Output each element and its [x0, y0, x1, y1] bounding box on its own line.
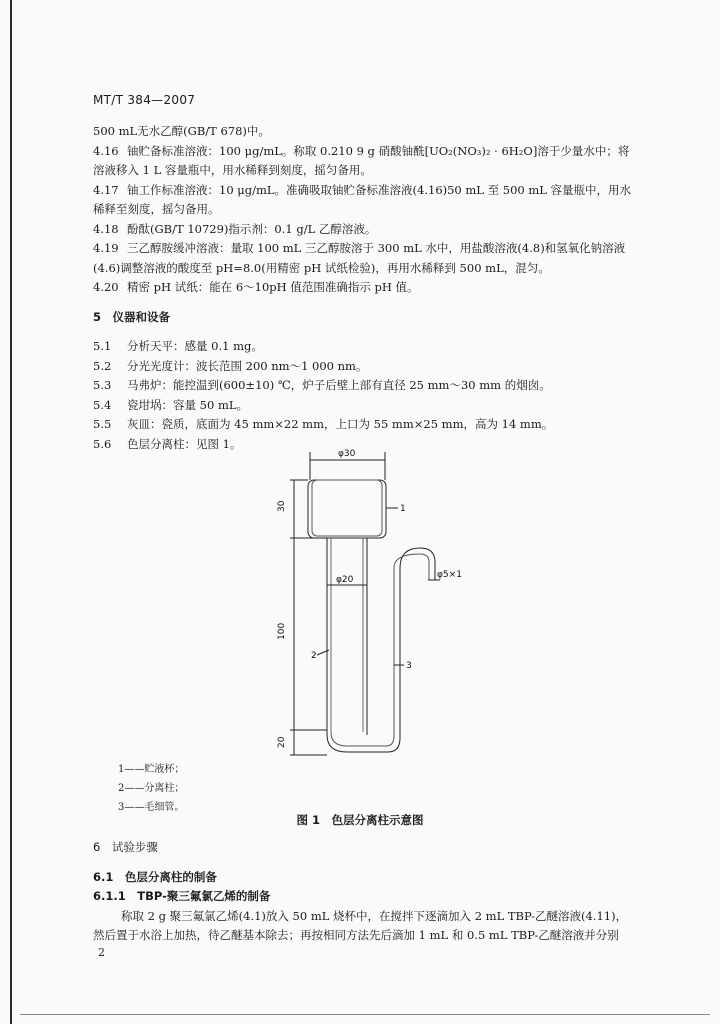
item-5-5: 5.5 灰皿：瓷质，底面为 45 mm×22 mm，上口为 55 mm×25 mm，高为 14 mm。	[93, 417, 554, 431]
item-4-20: 4.20 精密 pH 试纸：能在 6～10pH 值范围准确指示 pH 值。	[93, 278, 663, 298]
dim-capillary: φ5×1	[437, 570, 462, 580]
section-6-title: 6 试验步骤	[93, 840, 158, 854]
item-5-2: 5.2 分光光度计：波长范围 200 nm～1 000 nm。	[93, 358, 368, 373]
item-number: 4.19	[93, 241, 119, 255]
item-number: 4.17	[93, 182, 119, 197]
legend-item: 3——毛细管。	[118, 802, 185, 813]
continued-line: 500 mL无水乙醇(GB/T 678)中。	[93, 124, 270, 138]
dim-column-width: φ20	[336, 575, 354, 585]
item-number: 4.20	[93, 280, 119, 294]
reservoir-cup-outline	[308, 480, 386, 538]
figure-caption: 图 1 色层分离柱示意图	[296, 813, 424, 827]
column-diagram	[270, 440, 470, 770]
section-6-1-1-title: 6.1.1 TBP-聚三氟氯乙烯的制备	[93, 889, 271, 903]
paragraph-line: 称取 2 g 聚三氟氯乙烯(4.1)放入 50 mL 烧杯中，在搅拌下逐滴加入 2 mL TBP-乙醚溶液(4.11)，	[121, 908, 628, 923]
body-text	[93, 122, 663, 454]
callout-3: 3	[406, 661, 412, 671]
item-4-19: 4.19 三乙醇胺缓冲溶液：量取 100 mL 三乙醇胺溶于 300 mL 水中，用盐酸溶液(4.8)和氢氧化钠溶液 (4.6)调整溶液的酸度至 pH=8.0(用精密 pH 试纸检验)，再用水稀释到 500 mL，混匀。	[93, 241, 626, 275]
dim-top-width: φ30	[338, 449, 356, 459]
scan-edge-line	[10, 0, 12, 1024]
item-4-16: 4.16 铀贮备标准溶液：100 μg/mL。称取 0.210 9 g 硝酸铀酰[UO₂(NO₃)₂ · 6H₂O]溶于少量水中；将 溶液移入 1 L 容量瓶中，用水稀释到刻度，摇匀备用。	[93, 143, 630, 177]
dim-height-bottom: 20	[277, 736, 287, 748]
item-number: 4.16	[93, 143, 119, 158]
section-6	[93, 838, 673, 946]
section-6-1-title: 6.1 色层分离柱的制备	[93, 869, 217, 884]
paragraph-line: 然后置于水浴上加热，待乙醚基本除去；再按相同方法先后滴加 1 mL 和 0.5 mL TBP-乙醚溶液并分别	[93, 928, 619, 942]
item-4-18: 4.18 酚酞(GB/T 10729)指示剂：0.1 g/L 乙醇溶液。	[93, 220, 663, 240]
callout-1: 1	[400, 504, 406, 514]
page-number: 2	[98, 946, 105, 959]
figure-legend	[118, 760, 184, 817]
item-5-3: 5.3 马弗炉：能控温到(600±10) ℃，炉子后壁上部有直径 25 mm～30 mm 的烟囱。	[93, 378, 551, 392]
item-5-4: 5.4 瓷坩埚：容量 50 mL。	[93, 397, 248, 412]
section-5-title: 5 仪器和设备	[93, 309, 171, 324]
item-5-1: 5.1 分析天平：感量 0.1 mg。	[93, 339, 263, 353]
dim-height-top: 30	[277, 500, 287, 512]
item-number: 4.18	[93, 221, 119, 236]
legend-item: 2——分离柱；	[118, 783, 185, 794]
bottom-rule	[20, 1014, 710, 1015]
reservoir-cup-inner	[312, 480, 382, 536]
item-5-6: 5.6 色层分离柱：见图 1。	[93, 436, 242, 451]
callout-2: 2	[311, 651, 317, 661]
legend-item: 1——贮液杯；	[118, 764, 185, 775]
item-4-17: 4.17 铀工作标准溶液：10 μg/mL。准确吸取铀贮备标准溶液(4.16)50 mL 至 500 mL 容量瓶中，用水 稀释至刻度，摇匀备用。	[93, 182, 632, 216]
standard-code-header: MT/T 384—2007	[93, 93, 196, 107]
dim-height-mid: 100	[277, 622, 287, 640]
